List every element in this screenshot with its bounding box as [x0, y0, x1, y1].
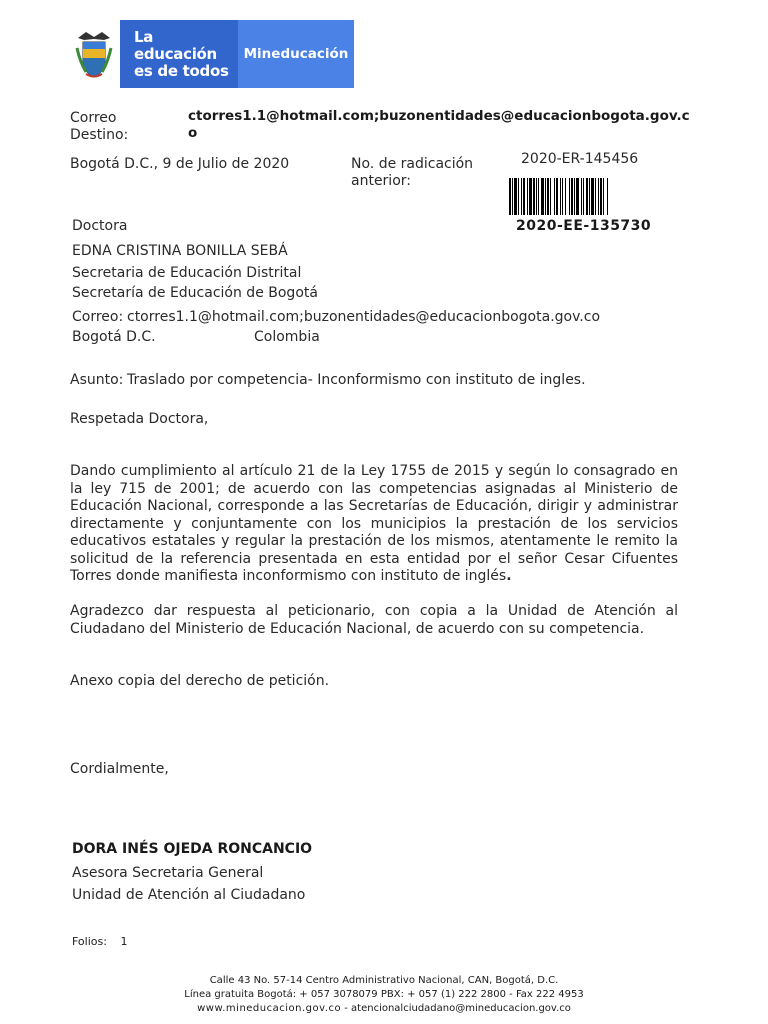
correo-destino-value-line2: o: [188, 125, 198, 141]
body-paragraph-1-end: .: [506, 568, 512, 584]
radicacion-current: 2020-EE-135730: [516, 218, 652, 234]
footer-separator: -: [341, 1003, 352, 1014]
body-paragraph-3: Anexo copia del derecho de petición.: [70, 673, 330, 689]
body-paragraph-1-text: Dando cumplimiento al artículo 21 de la Ley 1755 de 2015 y según lo consagrado en la ley 715 de 2001; de acuerdo con las competencias asignadas al Ministerio de Educación Nacional, corresponde a las Secretarías de Educación, dirigir y administrar directamente y conjuntamente con los municipios la prestación de los servicios educativos estatales y regular la prestación de los mismos, atentamente le remito la solicitud de la referencia presentada en esta entidad por el señor Cesar Cifuentes Torres donde manifiesta inconformismo con instituto de inglés: [70, 463, 678, 584]
correo-destino-label: [70, 110, 128, 144]
correo-destino-value-line1: ctorres1.1@hotmail.com;buzonentidades@educacionbogota.gov.c: [188, 108, 690, 124]
recipient-email-label: Correo:: [72, 309, 124, 325]
recipient-country: Colombia: [254, 329, 320, 345]
signer-name: DORA INÉS OJEDA RONCANCIO: [72, 841, 313, 857]
footer-email-link[interactable]: atencionalciudadano@mineducacion.gov.co: [351, 1003, 571, 1014]
correo-destino-label-line1: Correo: [70, 110, 117, 126]
barcode: [509, 178, 657, 215]
signer-role: Asesora Secretaria General: [72, 865, 264, 881]
body-paragraph-1: [70, 463, 678, 586]
recipient-city: Bogotá D.C.: [72, 329, 156, 345]
logo-slogan: [120, 20, 238, 88]
closing: Cordialmente,: [70, 761, 169, 777]
greeting: Respetada Doctora,: [70, 411, 209, 427]
ministry-logo: [67, 20, 354, 88]
footer-website-link[interactable]: www.mineducacion.gov.co: [197, 1003, 342, 1014]
recipient-title: Doctora: [72, 218, 128, 234]
footer-phones: Línea gratuita Bogotá: + 057 3078079 PBX: + 057 (1) 222 2800 - Fax 222 4953: [184, 989, 584, 1000]
radicacion-previous: 2020-ER-145456: [521, 151, 639, 167]
footer-contact: [0, 1002, 768, 1016]
logo-brand: Mineducación: [238, 20, 354, 88]
folios: [72, 935, 127, 948]
letter-date: Bogotá D.C., 9 de Julio de 2020: [70, 156, 290, 172]
footer-address: Calle 43 No. 57-14 Centro Administrativo Nacional, CAN, Bogotá, D.C.: [209, 975, 559, 986]
colombia-coat-of-arms-icon: [67, 20, 120, 88]
folios-label: Folios:: [72, 935, 107, 948]
logo-line-1: La educación: [134, 27, 217, 63]
recipient-name: EDNA CRISTINA BONILLA SEBÁ: [72, 243, 288, 259]
asunto-label: Asunto:: [70, 372, 124, 388]
asunto-text: Traslado por competencia- Inconformismo con instituto de ingles.: [127, 372, 586, 388]
radicacion-label-line1: No. de radicación: [351, 156, 474, 172]
radicacion-label-line2: anterior:: [351, 173, 411, 189]
signer-unit: Unidad de Atención al Ciudadano: [72, 887, 306, 903]
body-paragraph-2: Agradezco dar respuesta al peticionario, con copia a la Unidad de Atención al Ciudadano del Ministerio de Educación Nacional, de acuerdo con su competencia.: [70, 603, 678, 637]
recipient-role-1: Secretaria de Educación Distrital: [72, 265, 302, 281]
folios-value: 1: [120, 935, 128, 948]
correo-destino-value: [188, 108, 690, 142]
barcode-gap: [608, 178, 610, 215]
logo-line-2: es de todos: [134, 61, 229, 80]
radicacion-label: [351, 156, 473, 190]
recipient-role-2: Secretaría de Educación de Bogotá: [72, 285, 318, 301]
correo-destino-label-line2: Destino:: [70, 127, 129, 143]
recipient-email: ctorres1.1@hotmail.com;buzonentidades@educacionbogota.gov.co: [127, 309, 601, 325]
